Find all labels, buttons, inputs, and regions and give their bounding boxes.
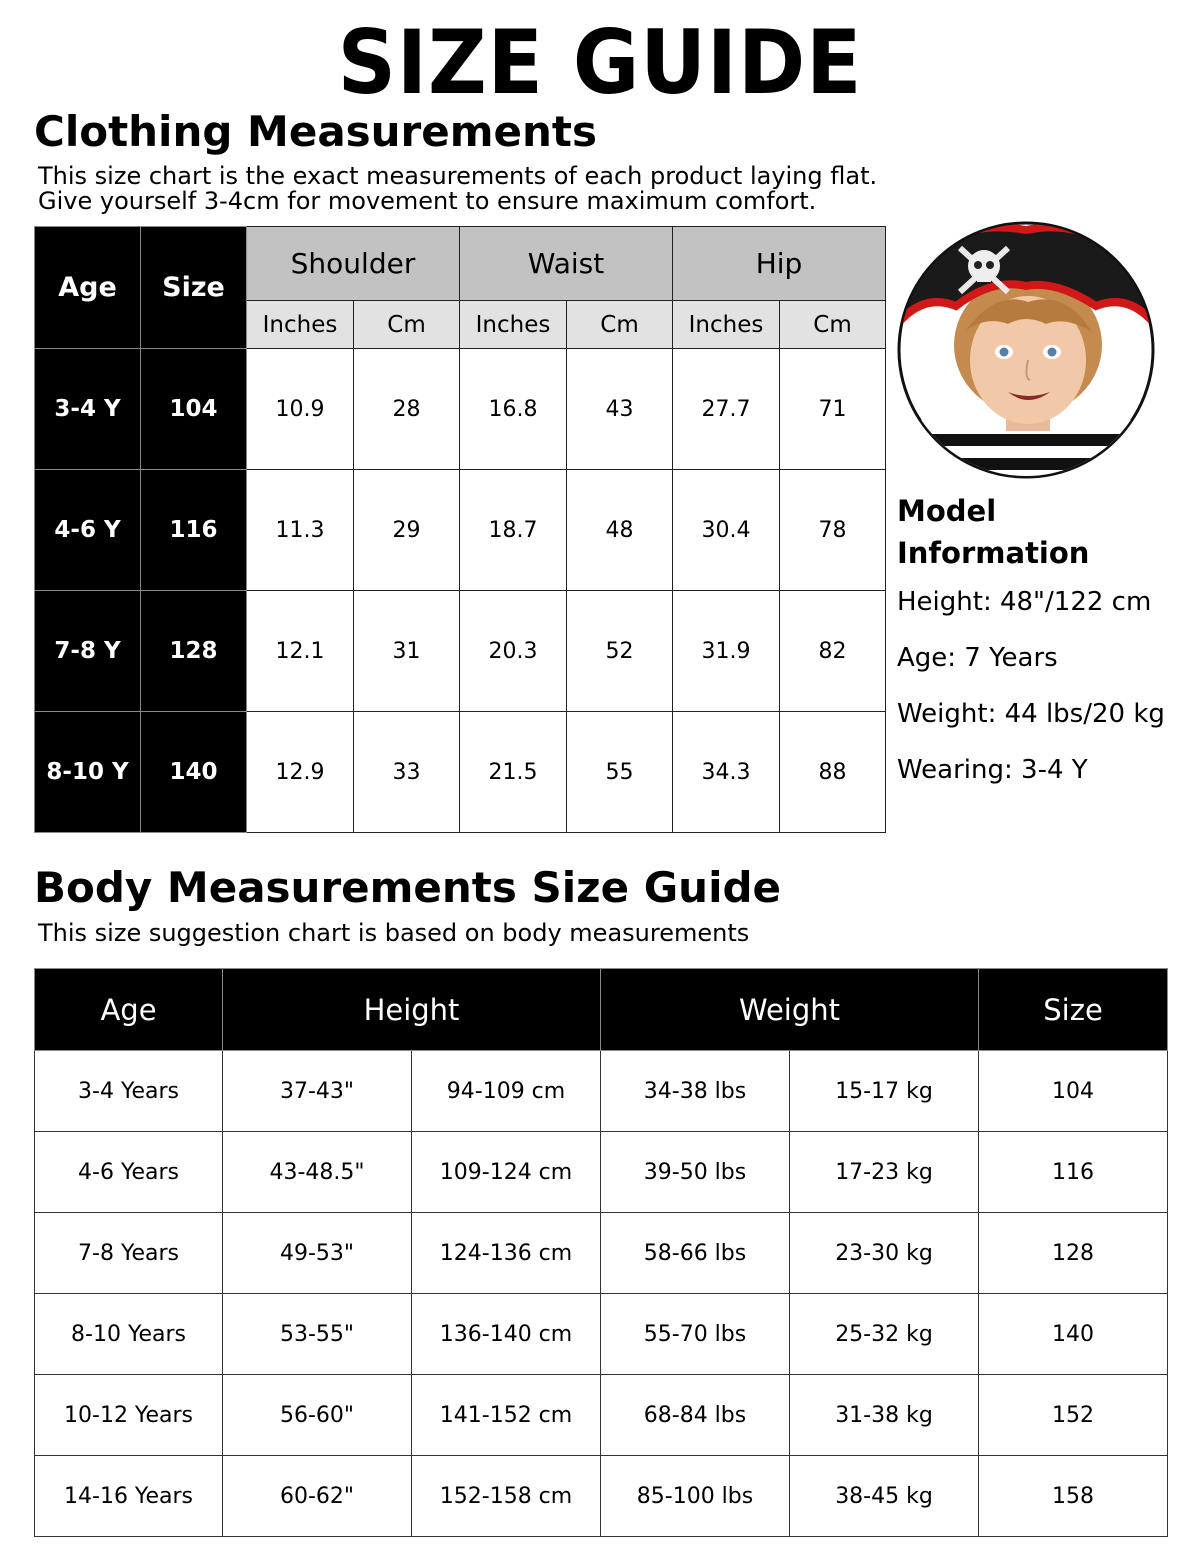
weight-lbs-cell: 39-50 lbs xyxy=(601,1132,790,1213)
height-cm-cell: 136-140 cm xyxy=(412,1294,601,1375)
table-row xyxy=(35,1213,1168,1294)
weight-kg-cell: 38-45 kg xyxy=(790,1456,979,1537)
body-section-title: Body Measurements Size Guide xyxy=(34,863,782,912)
weight-kg-cell: 25-32 kg xyxy=(790,1294,979,1375)
hip-cm-cell: 82 xyxy=(780,591,886,712)
table-row xyxy=(35,1294,1168,1375)
table-row xyxy=(35,1456,1168,1537)
waist-inches-cell: 18.7 xyxy=(460,470,567,591)
clothing-measurements-table xyxy=(34,226,886,833)
size-cell: 104 xyxy=(141,349,247,470)
table-row xyxy=(35,1132,1168,1213)
weight-kg-cell: 17-23 kg xyxy=(790,1132,979,1213)
shoulder-cm-cell: 29 xyxy=(354,470,460,591)
clothing-section-title: Clothing Measurements xyxy=(34,107,597,156)
waist-cm-cell: 52 xyxy=(567,591,673,712)
weight-kg-cell: 23-30 kg xyxy=(790,1213,979,1294)
size-cell: 116 xyxy=(141,470,247,591)
weight-lbs-cell: 58-66 lbs xyxy=(601,1213,790,1294)
subheader-cm: Cm xyxy=(354,301,460,349)
model-wearing: Wearing: 3-4 Y xyxy=(897,755,1088,785)
height-inches-cell: 56-60" xyxy=(223,1375,412,1456)
subheader-cm: Cm xyxy=(780,301,886,349)
header-hip: Hip xyxy=(673,227,886,301)
weight-lbs-cell: 55-70 lbs xyxy=(601,1294,790,1375)
age-cell: 10-12 Years xyxy=(35,1375,223,1456)
hip-inches-cell: 30.4 xyxy=(673,470,780,591)
clothing-subtitle-2: Give yourself 3-4cm for movement to ensure maximum comfort. xyxy=(38,187,817,215)
hip-inches-cell: 31.9 xyxy=(673,591,780,712)
weight-lbs-cell: 34-38 lbs xyxy=(601,1051,790,1132)
age-cell: 3-4 Years xyxy=(35,1051,223,1132)
age-cell: 4-6 Years xyxy=(35,1132,223,1213)
size-cell: 128 xyxy=(141,591,247,712)
waist-inches-cell: 21.5 xyxy=(460,712,567,833)
table-row xyxy=(35,1051,1168,1132)
model-info-heading: Model Information xyxy=(897,494,1090,570)
hip-inches-cell: 27.7 xyxy=(673,349,780,470)
size-cell: 158 xyxy=(979,1456,1168,1537)
waist-inches-cell: 20.3 xyxy=(460,591,567,712)
shoulder-cm-cell: 33 xyxy=(354,712,460,833)
weight-kg-cell: 31-38 kg xyxy=(790,1375,979,1456)
model-photo xyxy=(896,220,1156,480)
shoulder-cm-cell: 31 xyxy=(354,591,460,712)
table-row xyxy=(35,712,886,833)
table-row xyxy=(35,470,886,591)
model-age: Age: 7 Years xyxy=(897,643,1058,673)
clothing-subtitle-1: This size chart is the exact measurements of each product laying flat. xyxy=(38,162,878,190)
height-inches-cell: 53-55" xyxy=(223,1294,412,1375)
subheader-cm: Cm xyxy=(567,301,673,349)
body-subtitle: This size suggestion chart is based on body measurements xyxy=(38,919,750,947)
waist-inches-cell: 16.8 xyxy=(460,349,567,470)
table-row xyxy=(35,591,886,712)
hip-inches-cell: 34.3 xyxy=(673,712,780,833)
subheader-inches: Inches xyxy=(247,301,354,349)
height-inches-cell: 60-62" xyxy=(223,1456,412,1537)
shoulder-cm-cell: 28 xyxy=(354,349,460,470)
age-cell: 7-8 Y xyxy=(35,591,141,712)
age-cell: 8-10 Years xyxy=(35,1294,223,1375)
hip-cm-cell: 78 xyxy=(780,470,886,591)
hip-cm-cell: 88 xyxy=(780,712,886,833)
table-row xyxy=(35,1375,1168,1456)
size-cell: 128 xyxy=(979,1213,1168,1294)
height-cm-cell: 109-124 cm xyxy=(412,1132,601,1213)
height-cm-cell: 141-152 cm xyxy=(412,1375,601,1456)
size-cell: 140 xyxy=(141,712,247,833)
height-cm-cell: 124-136 cm xyxy=(412,1213,601,1294)
shoulder-inches-cell: 11.3 xyxy=(247,470,354,591)
age-cell: 4-6 Y xyxy=(35,470,141,591)
height-cm-cell: 94-109 cm xyxy=(412,1051,601,1132)
size-cell: 104 xyxy=(979,1051,1168,1132)
age-cell: 7-8 Years xyxy=(35,1213,223,1294)
weight-kg-cell: 15-17 kg xyxy=(790,1051,979,1132)
hip-cm-cell: 71 xyxy=(780,349,886,470)
age-cell: 3-4 Y xyxy=(35,349,141,470)
header-size: Size xyxy=(979,969,1168,1051)
shoulder-inches-cell: 10.9 xyxy=(247,349,354,470)
model-height: Height: 48"/122 cm xyxy=(897,587,1152,617)
header-height: Height xyxy=(223,969,601,1051)
header-size: Size xyxy=(141,227,247,349)
page-title: SIZE GUIDE xyxy=(337,11,863,114)
height-cm-cell: 152-158 cm xyxy=(412,1456,601,1537)
header-weight: Weight xyxy=(601,969,979,1051)
size-cell: 152 xyxy=(979,1375,1168,1456)
height-inches-cell: 43-48.5" xyxy=(223,1132,412,1213)
height-inches-cell: 37-43" xyxy=(223,1051,412,1132)
table-row xyxy=(35,349,886,470)
waist-cm-cell: 55 xyxy=(567,712,673,833)
height-inches-cell: 49-53" xyxy=(223,1213,412,1294)
age-cell: 8-10 Y xyxy=(35,712,141,833)
size-cell: 116 xyxy=(979,1132,1168,1213)
weight-lbs-cell: 85-100 lbs xyxy=(601,1456,790,1537)
header-age: Age xyxy=(35,227,141,349)
age-cell: 14-16 Years xyxy=(35,1456,223,1537)
waist-cm-cell: 48 xyxy=(567,470,673,591)
subheader-inches: Inches xyxy=(673,301,780,349)
size-cell: 140 xyxy=(979,1294,1168,1375)
shoulder-inches-cell: 12.9 xyxy=(247,712,354,833)
shoulder-inches-cell: 12.1 xyxy=(247,591,354,712)
subheader-inches: Inches xyxy=(460,301,567,349)
model-information xyxy=(897,490,1197,798)
weight-lbs-cell: 68-84 lbs xyxy=(601,1375,790,1456)
header-shoulder: Shoulder xyxy=(247,227,460,301)
header-waist: Waist xyxy=(460,227,673,301)
header-age: Age xyxy=(35,969,223,1051)
model-weight: Weight: 44 lbs/20 kg xyxy=(897,699,1165,729)
body-measurements-table xyxy=(34,968,1168,1537)
waist-cm-cell: 43 xyxy=(567,349,673,470)
